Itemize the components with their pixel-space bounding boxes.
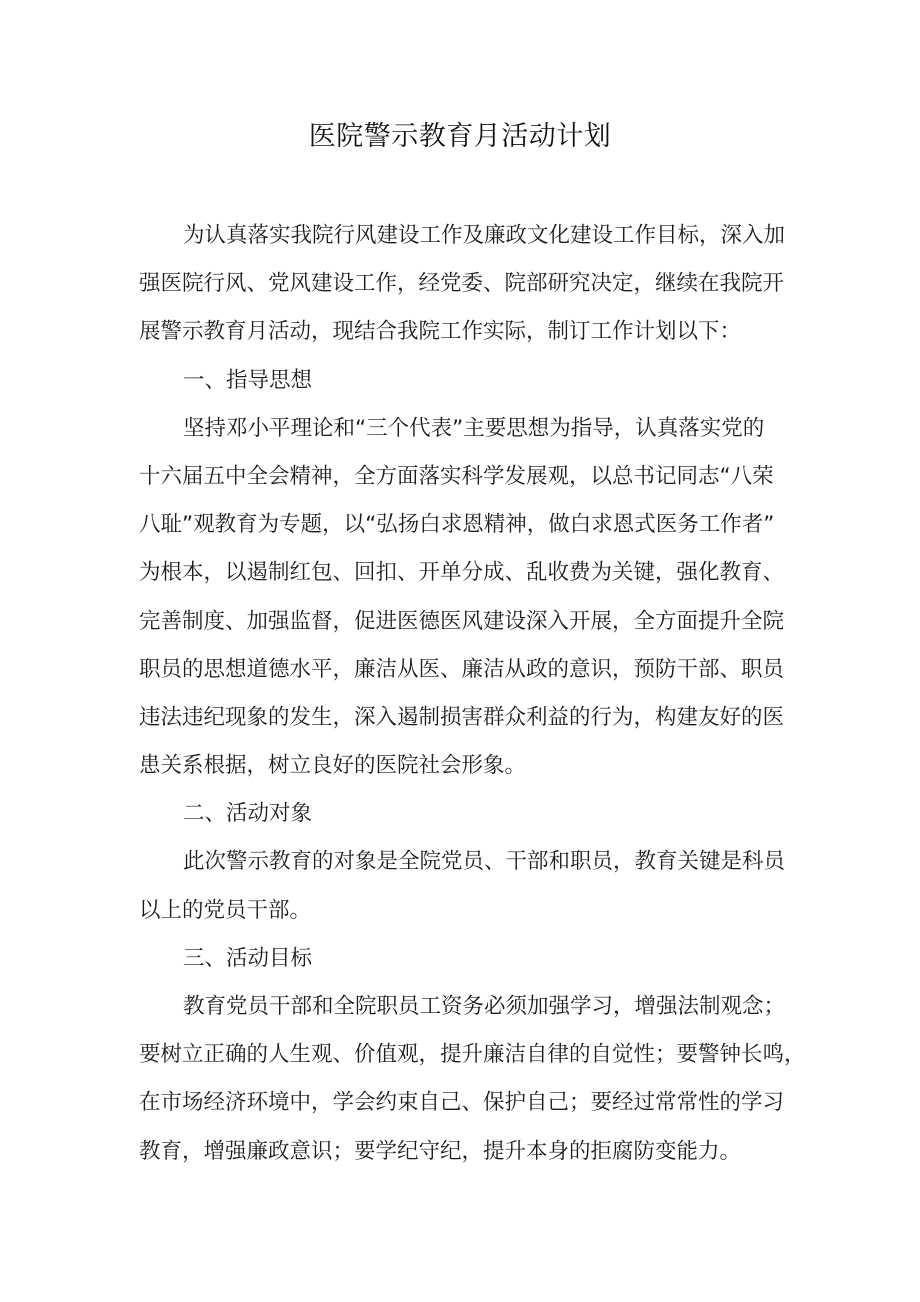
paragraph-line: 患关系根据，树立良好的医院社会形象。 <box>139 753 527 779</box>
paragraph-line: 以上的党员干部。 <box>139 897 312 923</box>
paragraph-line: 为认真落实我院行风建设工作及廉政文化建设工作目标，深入加 <box>183 223 786 248</box>
paragraph-line: 此次警示教育的对象是全院党员、干部和职员，教育关键是科员 <box>183 849 786 875</box>
paragraph-line: 职员的思想道德水平，廉洁从医、廉洁从政的意识，预防干部、职员 <box>139 656 785 682</box>
section-heading-guiding-principle: 一、指导思想 <box>183 367 313 393</box>
paragraph-line: 违法违纪现象的发生，深入遏制损害群众利益的行为，构建友好的医 <box>139 704 785 730</box>
section-heading-objectives: 三、活动目标 <box>183 945 313 971</box>
document-body <box>139 214 806 1178</box>
paragraph-line: 教育党员干部和全院职员工资务必须加强学习，增强法制观念； <box>183 994 786 1019</box>
paragraph-line: 十六届五中全会精神，全方面落实科学发展观，以总书记同志“八荣 <box>139 463 774 489</box>
paragraph-line: 为根本，以遏制红包、回扣、开单分成、乱收费为关键，强化教育、 <box>139 560 785 586</box>
document-title: 医院警示教育月活动计划 <box>308 121 612 152</box>
paragraph-line: 要树立正确的人生观、价值观，提升廉洁自律的自觉性；要警钟长鸣， <box>139 1042 806 1068</box>
paragraph-line: 坚持邓小平理论和“三个代表”主要思想为指导，认真落实党的 <box>183 415 765 441</box>
paragraph-line: 完善制度、加强监督，促进医德医风建设深入开展，全方面提升全院 <box>139 608 785 634</box>
paragraph-line: 教育，增强廉政意识；要学纪守纪，提升本身的拒腐防变能力。 <box>139 1138 742 1164</box>
paragraph-line: 在市场经济环境中，学会约束自己、保护自己；要经过常常性的学习 <box>139 1090 785 1116</box>
paragraph-line: 八耻”观教育为专题，以“弘扬白求恩精神，做白求恩式医务工作者” <box>139 512 775 538</box>
paragraph-line: 强医院行风、党风建设工作，经党委、院部研究决定，继续在我院开 <box>139 271 785 297</box>
section-heading-target-audience: 二、活动对象 <box>183 801 313 827</box>
paragraph-line: 展警示教育月活动，现结合我院工作实际，制订工作计划以下： <box>139 319 742 345</box>
